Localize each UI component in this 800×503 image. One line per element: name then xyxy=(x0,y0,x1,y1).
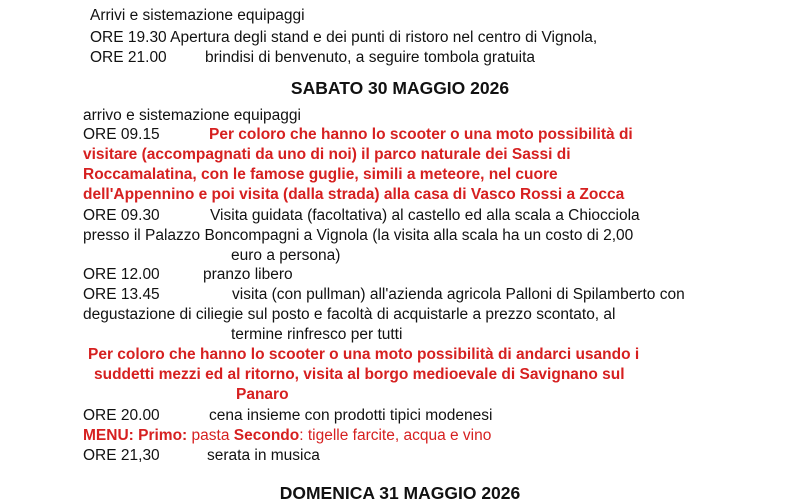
sunday-heading: DOMENICA 31 MAGGIO 2026 xyxy=(279,483,521,503)
farm-visit-line-1: visita (con pullman) all'azienda agricola Palloni di Spilamberto con xyxy=(232,286,685,303)
castle-visit-line-1: Visita guidata (facoltativa) al castello ed alla scala a Chiocciola xyxy=(210,207,640,224)
castle-visit-line-3: euro a persona) xyxy=(231,247,341,264)
friday-row-1930 xyxy=(90,28,597,47)
saturday-arrivals: arrivo e sistemazione equipaggi xyxy=(83,107,301,124)
schedule-text: Apertura degli stand e dei punti di ristoro nel centro di Vignola, xyxy=(170,29,598,46)
menu-label: MENU: xyxy=(83,427,134,444)
dinner-text: cena insieme con prodotti tipici modenesi xyxy=(209,407,493,424)
schedule-time-0930: ORE 09.30 xyxy=(83,207,160,224)
scooter-note-line-2: suddetti mezzi ed al ritorno, visita al borgo medioevale di Savignano sul xyxy=(94,366,625,383)
friday-row-2100 xyxy=(90,48,167,67)
schedule-time: ORE 21.00 xyxy=(90,49,167,66)
schedule-time: ORE 19.30 xyxy=(90,29,167,46)
menu-first-label: Primo: xyxy=(138,427,188,444)
schedule-time-2000: ORE 20.00 xyxy=(83,407,160,424)
scooter-tour-line-2: visitare (accompagnati da uno di noi) il parco naturale dei Sassi di xyxy=(83,146,571,163)
scooter-tour-line-3: Roccamalatina, con le famose guglie, simili a meteore, nel cuore xyxy=(83,166,558,183)
friday-arrivals: Arrivi e sistemazione equipaggi xyxy=(90,7,305,24)
schedule-time-1200: ORE 12.00 xyxy=(83,266,160,283)
menu-line xyxy=(83,426,491,445)
schedule-time-2130: ORE 21,30 xyxy=(83,447,160,464)
scooter-note-line-3: Panaro xyxy=(236,386,289,403)
music-text: serata in musica xyxy=(207,447,320,464)
lunch-text: pranzo libero xyxy=(203,266,293,283)
scooter-tour-line-4: dell'Appennino e poi visita (dalla strada) alla casa di Vasco Rossi a Zocca xyxy=(83,186,625,203)
saturday-heading: SABATO 30 MAGGIO 2026 xyxy=(290,78,510,98)
menu-second: : tigelle farcite, acqua e vino xyxy=(299,427,492,444)
schedule-text: brindisi di benvenuto, a seguire tombola gratuita xyxy=(205,49,536,66)
schedule-time-0915: ORE 09.15 xyxy=(83,126,160,143)
scooter-note-line-1: Per coloro che hanno lo scooter o una moto possibilità di andarci usando i xyxy=(88,346,640,363)
menu-first: pasta xyxy=(191,427,230,444)
castle-visit-line-2: presso il Palazzo Boncompagni a Vignola (la visita alla scala ha un costo di 2,00 xyxy=(83,227,634,244)
farm-visit-line-2: degustazione di ciliegie sul posto e facoltà di acquistarle a prezzo scontato, al xyxy=(83,306,616,323)
farm-visit-line-3: termine rinfresco per tutti xyxy=(231,326,403,343)
schedule-time-1345: ORE 13.45 xyxy=(83,286,160,303)
menu-second-label: Secondo xyxy=(233,427,300,444)
scooter-tour-line-1: Per coloro che hanno lo scooter o una moto possibilità di xyxy=(209,126,633,143)
